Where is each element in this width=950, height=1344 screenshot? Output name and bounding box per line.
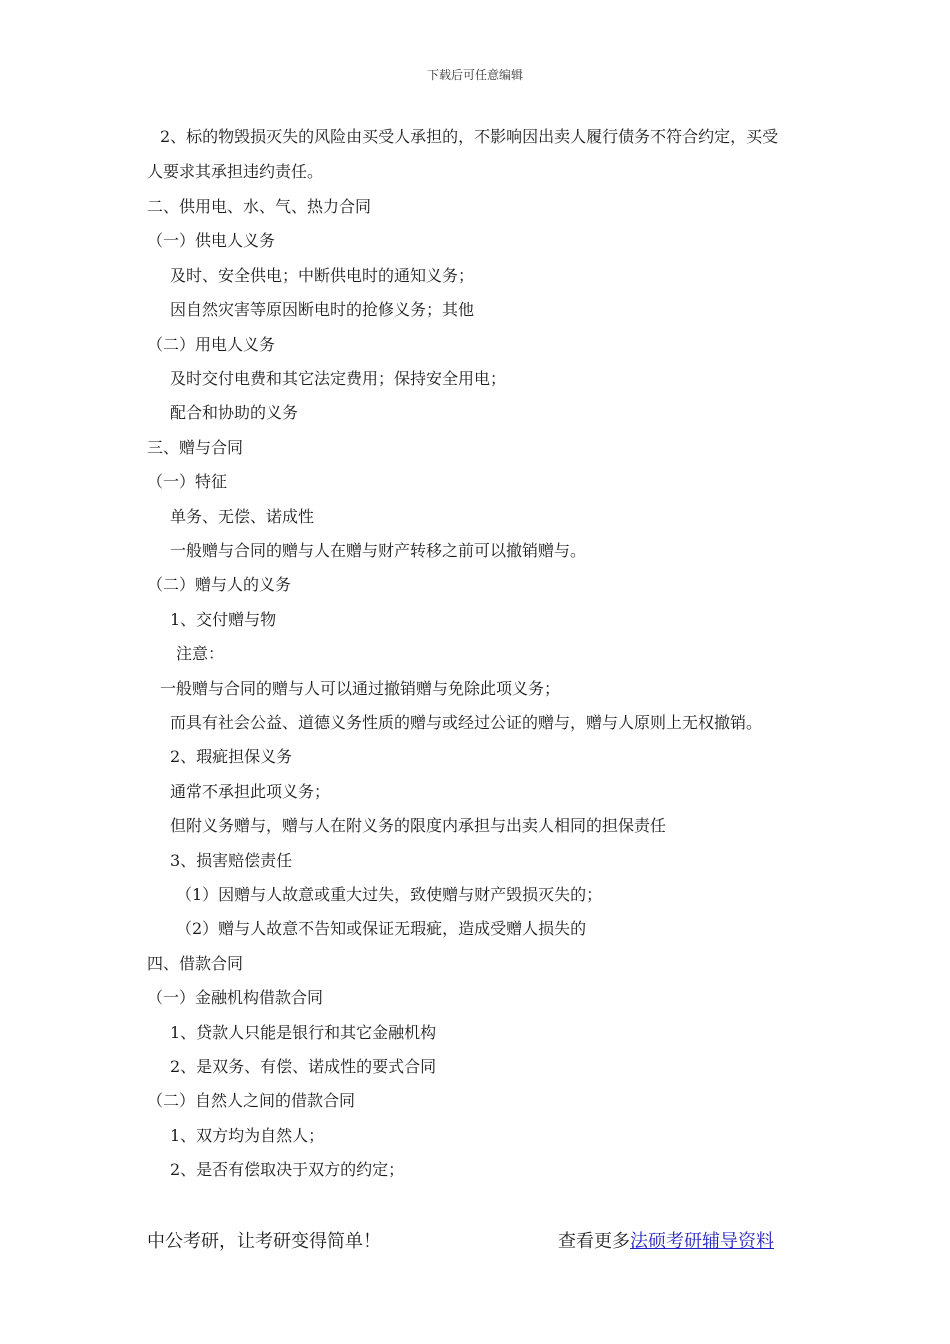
- subsection-heading: （一）供电人义务: [147, 231, 276, 250]
- paragraph-line: 1、贷款人只能是银行和其它金融机构: [170, 1023, 437, 1042]
- paragraph-line: 及时交付电费和其它法定费用；保持安全用电；: [170, 369, 507, 388]
- paragraph-line: 一般赠与合同的赠与人在赠与财产转移之前可以撤销赠与。: [170, 541, 587, 560]
- section-heading: 二、供用电、水、气、热力合同: [147, 197, 372, 216]
- paragraph-line: 2、是双务、有偿、诺成性的要式合同: [170, 1057, 437, 1076]
- paragraph-line: 2、是否有偿取决于双方的约定；: [170, 1160, 405, 1179]
- subsection-heading: （二）赠与人的义务: [147, 575, 292, 594]
- paragraph-line: （2）赠与人故意不告知或保证无瑕疵，造成受赠人损失的: [176, 919, 587, 938]
- footer-more: [558, 1227, 774, 1253]
- footer-slogan: 中公考研，让考研变得简单！: [147, 1231, 381, 1252]
- paragraph-line: 单务、无偿、诺成性: [170, 507, 315, 526]
- subsection-heading: （二）自然人之间的借款合同: [147, 1091, 356, 1110]
- paragraph-line: 3、损害赔偿责任: [170, 851, 293, 870]
- paragraph-line: 及时、安全供电；中断供电时的通知义务；: [170, 266, 475, 285]
- paragraph-line: 2、标的物毁损灭失的风险由买受人承担的，不影响因出卖人履行债务不符合约定，买受: [160, 127, 779, 146]
- paragraph-line: 1、交付赠与物: [170, 610, 277, 629]
- paragraph-line: 2、瑕疵担保义务: [170, 747, 293, 766]
- paragraph-line: 1、双方均为自然人；: [170, 1126, 325, 1145]
- paragraph-line: 因自然灾害等原因断电时的抢修义务；其他: [170, 300, 475, 319]
- paragraph-line: 人要求其承担违约责任。: [147, 162, 324, 181]
- paragraph-line: 注意：: [176, 644, 225, 663]
- subsection-heading: （二）用电人义务: [147, 335, 276, 354]
- page-header: 下载后可任意编辑: [426, 68, 523, 82]
- footer-more-link[interactable]: 法硕考研辅导资料: [630, 1231, 774, 1252]
- subsection-heading: （一）特征: [147, 472, 228, 491]
- paragraph-line: 通常不承担此项义务；: [170, 782, 331, 801]
- paragraph-line: 而具有社会公益、道德义务性质的赠与或经过公证的赠与，赠与人原则上无权撤销。: [170, 713, 763, 732]
- footer-more-prefix: 查看更多: [558, 1231, 630, 1252]
- paragraph-line: 一般赠与合同的赠与人可以通过撤销赠与免除此项义务；: [160, 679, 561, 698]
- paragraph-line: （1）因赠与人故意或重大过失，致使赠与财产毁损灭失的；: [176, 885, 603, 904]
- section-heading: 三、赠与合同: [147, 438, 244, 457]
- subsection-heading: （一）金融机构借款合同: [147, 988, 324, 1007]
- paragraph-line: 但附义务赠与，赠与人在附义务的限度内承担与出卖人相同的担保责任: [170, 816, 667, 835]
- section-heading: 四、借款合同: [147, 954, 244, 973]
- paragraph-line: 配合和协助的义务: [170, 403, 299, 422]
